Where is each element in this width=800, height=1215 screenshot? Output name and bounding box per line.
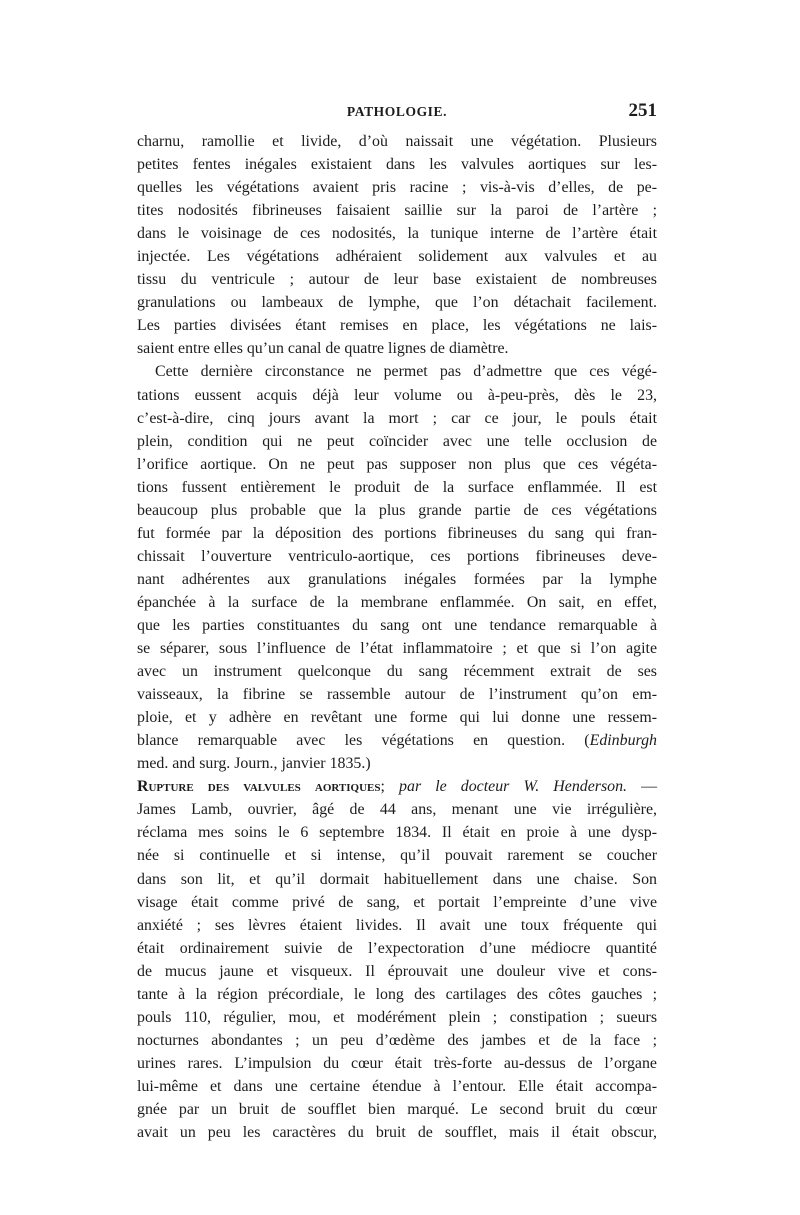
- article-title: Rupture des valvules aortiques: [137, 778, 381, 796]
- citation-line-end: [137, 752, 657, 775]
- text-line: petites fentes inégales existaient dans les valvules aortiques sur les-: [137, 156, 657, 174]
- text-line: avait un peu les caractères du bruit de soufflet, mais il était obscur,: [137, 1124, 657, 1142]
- text-line: injectée. Les végétations adhéraient solidement aux valvules et au: [137, 248, 657, 266]
- text-line: réclama mes soins le 6 septembre 1834. Il était en proie à une dysp-: [137, 824, 657, 842]
- text-line: tante à la région précordiale, le long des cartilages des côtes gauches ;: [137, 985, 657, 1003]
- running-head: PATHOLOGIE.: [346, 104, 448, 119]
- text-line: avec un instrument quelconque du sang récemment extrait de ses: [137, 663, 657, 681]
- article-author: W. Henderson.: [523, 778, 627, 796]
- text-line: tions fussent entièrement le produit de la surface enflammée. Il est: [137, 478, 657, 496]
- text-line: plein, condition qui ne peut coïncider avec une telle occlusion de: [137, 432, 657, 450]
- text-line: James Lamb, ouvrier, âgé de 44 ans, menant une vie irrégulière,: [137, 801, 657, 819]
- text-line: de mucus jaune et visqueux. Il éprouvait une douleur vive et cons-: [137, 962, 657, 980]
- text-line: se séparer, sous l’influence de l’état inflammatoire ; et que si l’on agite: [137, 640, 657, 658]
- citation-journal: Edinburgh: [589, 732, 657, 750]
- text-line: vaisseaux, la fibrine se rassemble autour de l’instrument qu’on em-: [137, 686, 657, 704]
- text-line: c’est-à-dire, cinq jours avant la mort ; car ce jour, le pouls était: [137, 409, 657, 427]
- text-line: chissait l’ouverture ventriculo-aortique, ces portions fibrineuses deve-: [137, 547, 657, 565]
- text-line: quelles les végétations avaient pris racine ; vis-à-vis d’elles, de pe-: [137, 179, 657, 197]
- text-line: anxiété ; ses lèvres étaient livides. Il avait une toux fréquente qui: [137, 916, 657, 934]
- citation-lead: blance remarquable avec les végétations en question. (: [137, 732, 590, 750]
- text-line: tations eussent acquis déjà leur volume ou à-peu-près, dès le 23,: [137, 386, 657, 404]
- article-dash: —: [627, 778, 657, 796]
- text-line: lui-même et dans une certaine étendue à l’entour. Elle était accompa-: [137, 1077, 657, 1095]
- body-text: [137, 130, 657, 1144]
- text-line: beaucoup plus probable que la plus grande partie de ces végétations: [137, 501, 657, 519]
- text-line: pouls 110, régulier, mou, et modérément plein ; constipation ; sueurs: [137, 1008, 657, 1026]
- article-byline: par le docteur: [399, 778, 524, 796]
- page-number: 251: [628, 100, 657, 121]
- text-line: tites nodosités fibrineuses faisaient saillie sur la paroi de l’artère ;: [137, 202, 657, 220]
- text-line: ploie, et y adhère en revêtant une forme qui lui donne une ressem-: [137, 709, 657, 727]
- text-line: que les parties constituantes du sang ont une tendance remarquable à: [137, 616, 657, 634]
- text-line: charnu, ramollie et livide, d’où naissait une végétation. Plusieurs: [137, 133, 657, 150]
- article-heading-line: [137, 775, 657, 798]
- text-line: tissu du ventricule ; autour de leur base existaient de nombreuses: [137, 271, 657, 289]
- citation-line: [137, 729, 657, 752]
- text-line: saient entre elles qu’un canal de quatre lignes de diamètre.: [137, 340, 509, 358]
- text-line: gnée par un bruit de soufflet bien marqué. Le second bruit du cœur: [137, 1100, 657, 1118]
- text-line: visage était comme privé de sang, et portait l’empreinte d’une vive: [137, 893, 657, 911]
- text-line: l’orifice aortique. On ne peut pas supposer non plus que ces végéta-: [137, 455, 657, 473]
- text-line: nant adhérentes aux granulations inégales formées par la lymphe: [137, 570, 657, 588]
- text-line: dans le voisinage de ces nodosités, la tunique interne de l’artère était: [137, 225, 657, 243]
- citation-end: med. and surg. Journ., janvier 1835.): [137, 755, 371, 773]
- text-line: urines rares. L’impulsion du cœur était très-forte au-dessus de l’organe: [137, 1054, 657, 1072]
- text-line: était ordinairement suivie de l’expectoration d’une médiocre quantité: [137, 939, 657, 957]
- text-line: Les parties divisées étant remises en place, les végétations ne lais-: [137, 317, 657, 335]
- article-title-separator: ;: [380, 778, 400, 796]
- text-line: épanchée à la surface de la membrane enflammée. On sait, en effet,: [137, 593, 657, 611]
- text-line: dans son lit, et qu’il dormait habituellement dans une chaise. Son: [137, 870, 657, 888]
- page-header: [137, 102, 657, 126]
- paragraph-first-line: Cette dernière circonstance ne permet pas d’admettre que ces végé-: [155, 363, 657, 381]
- text-line: nocturnes abondantes ; un peu d’œdème des jambes et de la face ;: [137, 1031, 657, 1049]
- text-line: née si continuelle et si intense, qu’il pouvait rarement se coucher: [137, 847, 657, 865]
- text-line: fut formée par la déposition des portions fibrineuses du sang qui fran-: [137, 524, 657, 542]
- text-line: granulations ou lambeaux de lymphe, que l’on détachait facilement.: [137, 294, 657, 312]
